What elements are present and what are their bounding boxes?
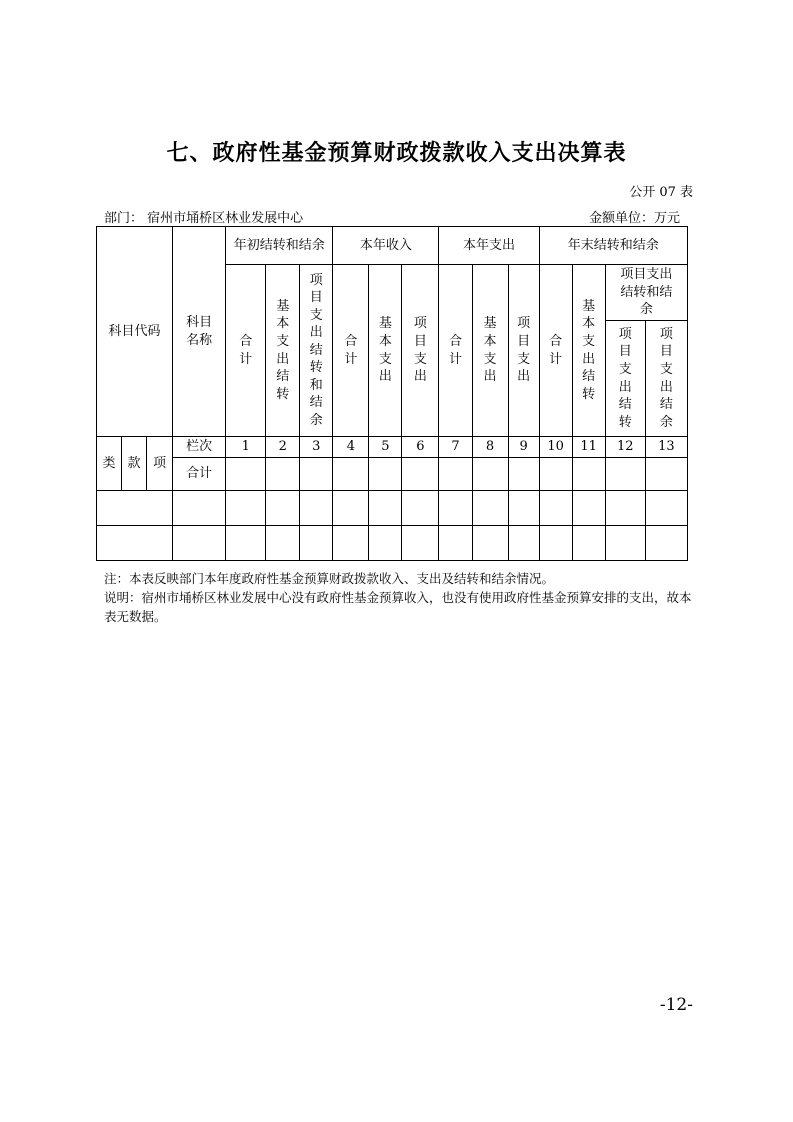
table-cell xyxy=(333,491,369,526)
department-label: 部门： 宿州市埇桥区林业发展中心 xyxy=(104,211,304,226)
expense-basic-text: 基本支出 xyxy=(483,316,497,385)
table-cell xyxy=(605,526,645,561)
table-cell xyxy=(300,458,333,491)
table-cell xyxy=(439,458,472,491)
table-cell xyxy=(369,526,402,561)
table-cell xyxy=(226,526,266,561)
table-cell xyxy=(605,491,645,526)
expense-total-header xyxy=(439,265,472,437)
group-expense-header: 本年支出 xyxy=(439,227,539,265)
table-cell xyxy=(539,526,572,561)
section-header: 款 xyxy=(122,437,147,491)
table-cell xyxy=(539,458,572,491)
table-cell xyxy=(97,526,173,561)
expense-project-text: 项目支出 xyxy=(517,316,531,385)
notes-section xyxy=(104,569,694,626)
item-header: 项 xyxy=(147,437,173,491)
table-cell xyxy=(439,526,472,561)
begin-total-text: 合计 xyxy=(239,333,253,367)
table-cell xyxy=(645,458,687,491)
col-number-1: 1 xyxy=(226,437,266,458)
col-number-9: 9 xyxy=(508,437,539,458)
col-number-11: 11 xyxy=(572,437,605,458)
end-project-surplus-text: 项目支出结余 xyxy=(659,326,673,430)
table-cell xyxy=(572,491,605,526)
subject-code-header: 科目代码 xyxy=(97,227,173,437)
table-cell xyxy=(472,526,508,561)
table-cell xyxy=(333,458,369,491)
table-cell xyxy=(605,458,645,491)
table-cell xyxy=(369,491,402,526)
col-number-13: 13 xyxy=(645,437,687,458)
income-total-header xyxy=(333,265,369,437)
subject-name-header xyxy=(173,227,226,437)
col-number-2: 2 xyxy=(266,437,300,458)
table-cell xyxy=(472,458,508,491)
table-cell xyxy=(333,526,369,561)
table-row xyxy=(97,526,688,561)
table-row xyxy=(97,491,688,526)
income-basic-header xyxy=(369,265,402,437)
table-cell xyxy=(369,458,402,491)
table-cell xyxy=(508,458,539,491)
table-cell xyxy=(97,491,173,526)
page-number: -12- xyxy=(659,995,693,1015)
col-number-7: 7 xyxy=(439,437,472,458)
col-number-3: 3 xyxy=(300,437,333,458)
table-cell xyxy=(539,491,572,526)
table-cell xyxy=(508,526,539,561)
fund-budget-table xyxy=(96,226,688,561)
table-cell xyxy=(645,526,687,561)
end-project-surplus-header xyxy=(645,321,687,437)
table-cell xyxy=(173,526,226,561)
table-cell xyxy=(226,458,266,491)
income-project-header xyxy=(402,265,439,437)
expense-project-header xyxy=(508,265,539,437)
begin-basic-header xyxy=(266,265,300,437)
table-cell xyxy=(472,491,508,526)
row-total-label: 合计 xyxy=(173,458,226,491)
end-project-carry-text: 项目支出结转 xyxy=(618,326,632,430)
income-project-text: 项目支出 xyxy=(413,316,427,385)
table-cell xyxy=(226,491,266,526)
table-explanation: 说明：宿州市埇桥区林业发展中心没有政府性基金预算收入，也没有使用政府性基金预算安排的支出，故本表无数据。 xyxy=(104,590,692,624)
subject-name-text: 科目名称 xyxy=(186,314,213,348)
begin-project-header xyxy=(300,265,333,437)
table-cell xyxy=(266,526,300,561)
end-project-carry-header xyxy=(605,321,645,437)
begin-basic-text: 基本支出结转 xyxy=(276,298,290,402)
col-number-4: 4 xyxy=(333,437,369,458)
end-basic-text: 基本支出结转 xyxy=(582,298,596,402)
table-cell xyxy=(173,491,226,526)
table-cell xyxy=(439,491,472,526)
table-cell xyxy=(402,491,439,526)
expense-total-text: 合计 xyxy=(448,333,462,367)
table-cell xyxy=(645,491,687,526)
end-total-text: 合计 xyxy=(549,333,563,367)
col-number-5: 5 xyxy=(369,437,402,458)
form-number: 公开 07 表 xyxy=(629,185,693,200)
group-end-header: 年末结转和结余 xyxy=(539,227,687,265)
group-income-header: 本年收入 xyxy=(333,227,439,265)
table-cell xyxy=(572,526,605,561)
end-total-header xyxy=(539,265,572,437)
class-header: 类 xyxy=(97,437,122,491)
group-begin-header: 年初结转和结余 xyxy=(226,227,333,265)
table-note: 注：本表反映部门本年度政府性基金预算财政拨款收入、支出及结转和结余情况。 xyxy=(104,571,555,586)
amount-unit-label: 金额单位：万元 xyxy=(588,211,680,226)
col-number-10: 10 xyxy=(539,437,572,458)
end-basic-header xyxy=(572,265,605,437)
end-project-text: 项目支出结转和结余 xyxy=(620,267,673,318)
begin-project-text: 项目支出结转和结余 xyxy=(309,272,323,428)
row-index-label: 栏次 xyxy=(173,437,226,458)
table-cell xyxy=(572,458,605,491)
income-total-text: 合计 xyxy=(344,333,358,367)
table-cell xyxy=(300,491,333,526)
page-title: 七、政府性基金预算财政拨款收入支出决算表 xyxy=(166,141,627,166)
col-number-8: 8 xyxy=(472,437,508,458)
table-cell xyxy=(266,458,300,491)
table-cell xyxy=(300,526,333,561)
begin-total-header xyxy=(226,265,266,437)
end-project-header xyxy=(605,265,687,321)
expense-basic-header xyxy=(472,265,508,437)
table-cell xyxy=(508,491,539,526)
income-basic-text: 基本支出 xyxy=(378,316,392,385)
col-number-6: 6 xyxy=(402,437,439,458)
table-cell xyxy=(402,526,439,561)
col-number-12: 12 xyxy=(605,437,645,458)
table-cell xyxy=(402,458,439,491)
table-cell xyxy=(266,491,300,526)
